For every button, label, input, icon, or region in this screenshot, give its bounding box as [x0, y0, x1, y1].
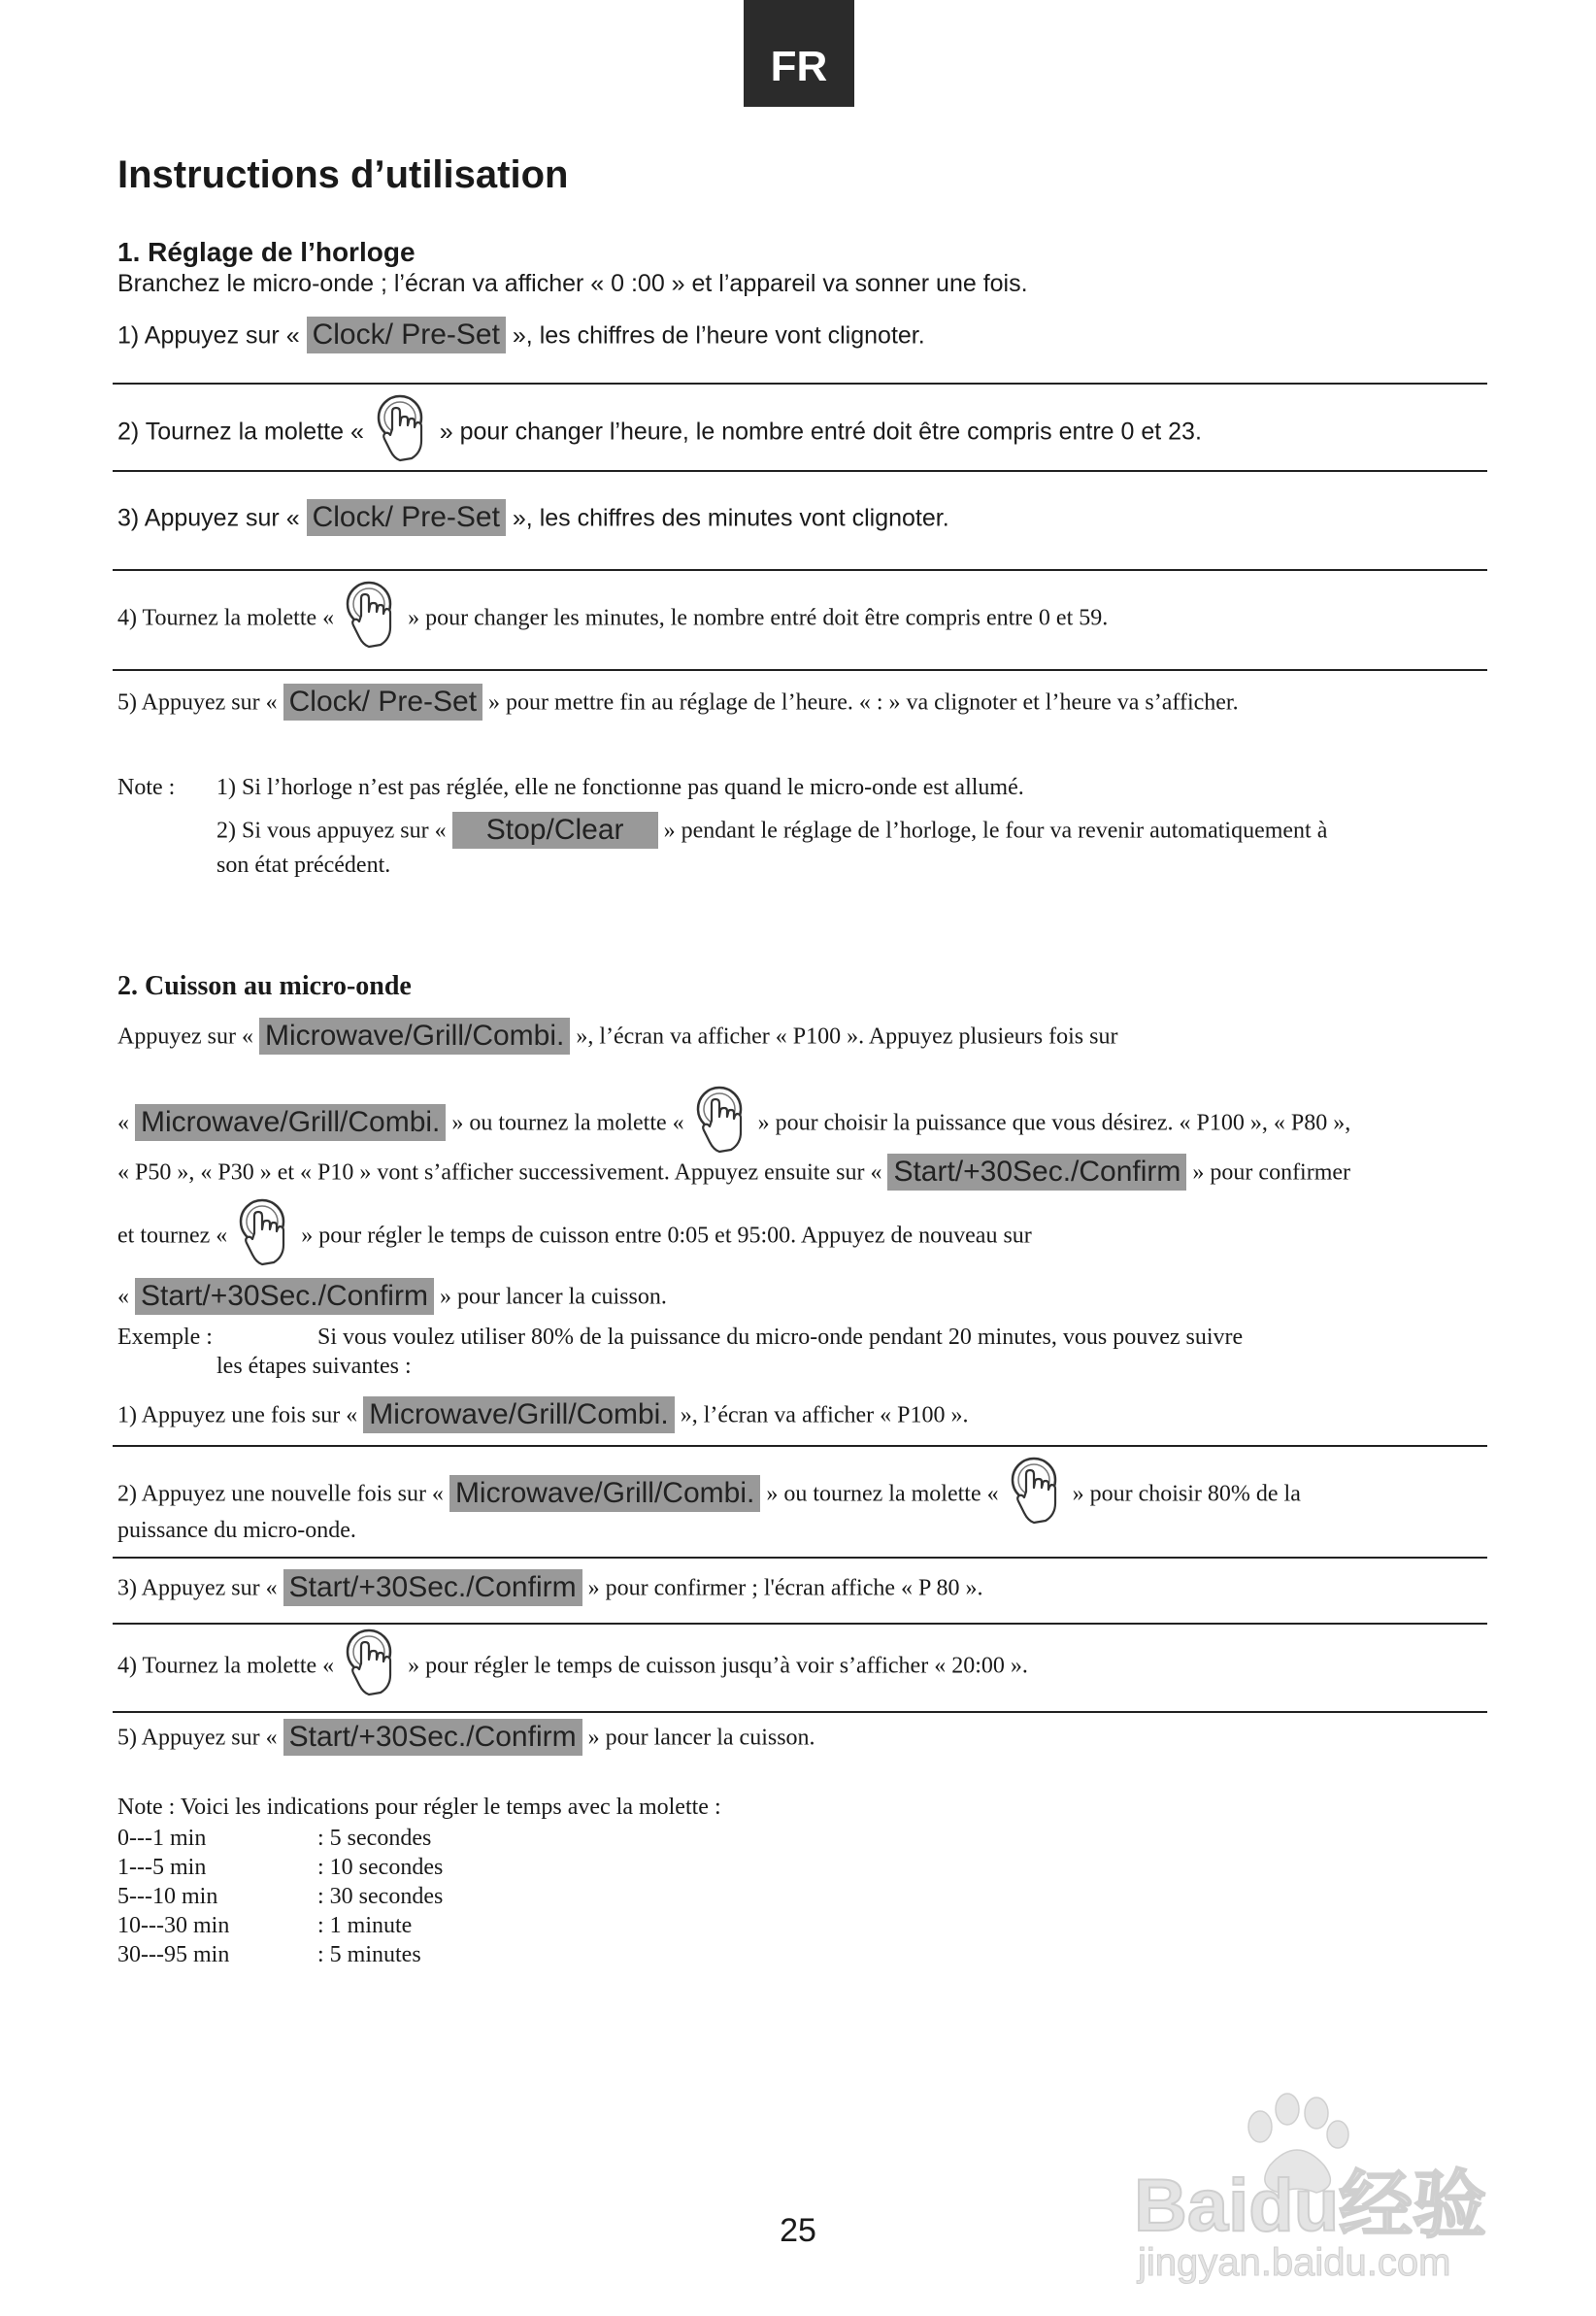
time-range: 30---95 min [117, 1942, 230, 1967]
section-2-para-1 [117, 1020, 1117, 1057]
clock-preset-button: Clock/ Pre-Set [283, 684, 482, 721]
divider [113, 1557, 1487, 1559]
language-tab: FR [744, 0, 854, 107]
time-range: 0---1 min [117, 1826, 207, 1851]
ex1-post: », l’écran va afficher « P100 ». [674, 1402, 969, 1428]
divider [113, 1711, 1487, 1713]
example-step-4 [117, 1628, 1028, 1706]
note-2 [216, 814, 1327, 851]
divider [113, 1445, 1487, 1447]
time-table-row [117, 1940, 421, 1969]
para-3-post: » pour confirmer [1186, 1159, 1351, 1186]
para-4-post: » pour régler le temps de cuisson entre 0:05 et 95:00. Appuyez de nouveau sur [295, 1223, 1032, 1249]
start-confirm-button: Start/+30Sec./Confirm [283, 1719, 582, 1756]
time-table-row [117, 1911, 413, 1940]
knob-icon [1005, 1453, 1067, 1530]
para-5-post: » pour lancer la cuisson. [433, 1284, 667, 1310]
step-5-post: » pour mettre fin au réglage de l’heure. « : » va clignoter et l’heure va s’afficher. [482, 689, 1239, 716]
section-2-para-2 [117, 1086, 1350, 1163]
example-continued: les étapes suivantes : [216, 1354, 412, 1379]
clock-preset-button: Clock/ Pre-Set [307, 499, 506, 536]
microwave-grill-combi-button: Microwave/Grill/Combi. [449, 1475, 760, 1512]
step-3-pre: 3) Appuyez sur « [117, 504, 307, 532]
start-confirm-button: Start/+30Sec./Confirm [283, 1569, 582, 1606]
step-4-pre: 4) Tournez la molette « [117, 605, 341, 631]
section-1-intro: Branchez le micro-onde ; l’écran va afficher « 0 :00 » et l’appareil va sonner une fois. [117, 270, 1028, 297]
example-step-3 [117, 1571, 982, 1608]
page-title: Instructions d’utilisation [117, 153, 569, 196]
ex3-pre: 3) Appuyez sur « [117, 1575, 283, 1601]
step-3-post: », les chiffres des minutes vont clignoter. [505, 504, 949, 532]
time-range: 10---30 min [117, 1913, 230, 1938]
para-4-pre: et tournez « [117, 1223, 234, 1249]
divider [113, 1623, 1487, 1625]
note-1: 1) Si l’horloge n’est pas réglée, elle ne fonctionne pas quand le micro-onde est allumé. [216, 775, 1024, 800]
ex2-pre: 2) Appuyez une nouvelle fois sur « [117, 1481, 449, 1507]
time-table-row [117, 1824, 432, 1853]
note-2-pre: 2) Si vous appuyez sur « [216, 818, 452, 844]
note-2-post: » pendant le réglage de l’horloge, le four va revenir automatiquement à [657, 818, 1328, 844]
ex3-post: » pour confirmer ; l'écran affiche « P 80 ». [582, 1575, 983, 1601]
step-5-pre: 5) Appuyez sur « [117, 689, 283, 716]
ex2-mid: » ou tournez la molette « [760, 1481, 1005, 1507]
example-text: Si vous voulez utiliser 80% de la puissance du micro-onde pendant 20 minutes, vous pouvez suivre [317, 1325, 1244, 1350]
divider [113, 569, 1487, 571]
para-5-pre: « [117, 1284, 135, 1310]
section-2-para-3 [117, 1156, 1350, 1192]
step-2-post: » pour changer l’heure, le nombre entré doit être compris entre 0 et 23. [432, 418, 1202, 446]
page-number: 25 [780, 2212, 816, 2249]
baidu-watermark [1134, 2078, 1503, 2311]
ex1-pre: 1) Appuyez une fois sur « [117, 1402, 364, 1428]
start-confirm-button: Start/+30Sec./Confirm [887, 1154, 1186, 1191]
time-note-heading: Note : Voici les indications pour régler le temps avec la molette : [117, 1795, 721, 1820]
knob-icon [233, 1194, 295, 1272]
time-table-row [117, 1882, 444, 1911]
step-1-post: », les chiffres de l’heure vont clignoter. [505, 321, 925, 350]
time-range: 1---5 min [117, 1855, 207, 1880]
stop-clear-button: Stop/Clear [452, 812, 658, 849]
clock-preset-button: Clock/ Pre-Set [307, 317, 506, 353]
section-2-heading: 2. Cuisson au micro-onde [117, 971, 412, 1001]
section-2-para-4 [117, 1198, 1032, 1276]
knob-icon [340, 1625, 402, 1702]
step-3-line [117, 501, 949, 538]
ex2-post: » pour choisir 80% de la [1066, 1481, 1301, 1507]
ex4-post: » pour régler le temps de cuisson jusqu’à voir s’afficher « 20:00 ». [402, 1653, 1028, 1679]
watermark-url: jingyan.baidu.com [1138, 2241, 1451, 2284]
section-2-para-5 [117, 1280, 667, 1317]
step-5-line [117, 686, 1239, 722]
knob-icon [690, 1082, 752, 1159]
microwave-grill-combi-button: Microwave/Grill/Combi. [135, 1104, 446, 1141]
para-1-pre: Appuyez sur « [117, 1024, 259, 1050]
para-2-mid: » ou tournez la molette « [446, 1110, 690, 1136]
ex5-pre: 5) Appuyez sur « [117, 1725, 283, 1751]
step-1-pre: 1) Appuyez sur « [117, 321, 307, 350]
time-step: : 1 minute [317, 1913, 413, 1938]
para-1-post: », l’écran va afficher « P100 ». Appuyez plusieurs fois sur [570, 1024, 1118, 1050]
time-table [117, 1824, 444, 1969]
knob-icon [371, 390, 433, 468]
knob-icon [340, 577, 402, 655]
example-step-5 [117, 1721, 815, 1758]
time-step: : 5 secondes [317, 1826, 432, 1851]
start-confirm-button: Start/+30Sec./Confirm [135, 1278, 434, 1315]
step-4-line [117, 581, 1108, 658]
time-step: : 10 secondes [317, 1855, 444, 1880]
para-2-post: » pour choisir la puissance que vous désirez. « P100 », « P80 », [751, 1110, 1351, 1136]
step-4-post: » pour changer les minutes, le nombre entré doit être compris entre 0 et 59. [402, 605, 1109, 631]
note-2-continued: son état précédent. [216, 853, 391, 878]
ex5-post: » pour lancer la cuisson. [582, 1725, 815, 1751]
para-2-pre: « [117, 1110, 135, 1136]
step-2-line [117, 394, 1202, 472]
ex4-pre: 4) Tournez la molette « [117, 1653, 341, 1679]
microwave-grill-combi-button: Microwave/Grill/Combi. [363, 1396, 674, 1433]
example-step-2-continued: puissance du micro-onde. [117, 1518, 356, 1543]
watermark-brand: Baidu经验 [1134, 2165, 1487, 2247]
divider [113, 383, 1487, 385]
microwave-grill-combi-button: Microwave/Grill/Combi. [259, 1018, 570, 1055]
para-3-pre: « P50 », « P30 » et « P10 » vont s’afficher successivement. Appuyez ensuite sur « [117, 1159, 888, 1186]
section-1-heading: 1. Réglage de l’horloge [117, 237, 416, 267]
example-label: Exemple : [117, 1325, 213, 1350]
time-step: : 30 secondes [317, 1884, 444, 1909]
note-label: Note : [117, 775, 176, 800]
step-2-pre: 2) Tournez la molette « [117, 418, 371, 446]
example-step-1 [117, 1398, 968, 1435]
divider [113, 669, 1487, 671]
time-range: 5---10 min [117, 1884, 218, 1909]
time-step: : 5 minutes [317, 1942, 421, 1967]
divider [113, 470, 1487, 472]
step-1-line [117, 319, 925, 355]
time-table-row [117, 1853, 444, 1882]
